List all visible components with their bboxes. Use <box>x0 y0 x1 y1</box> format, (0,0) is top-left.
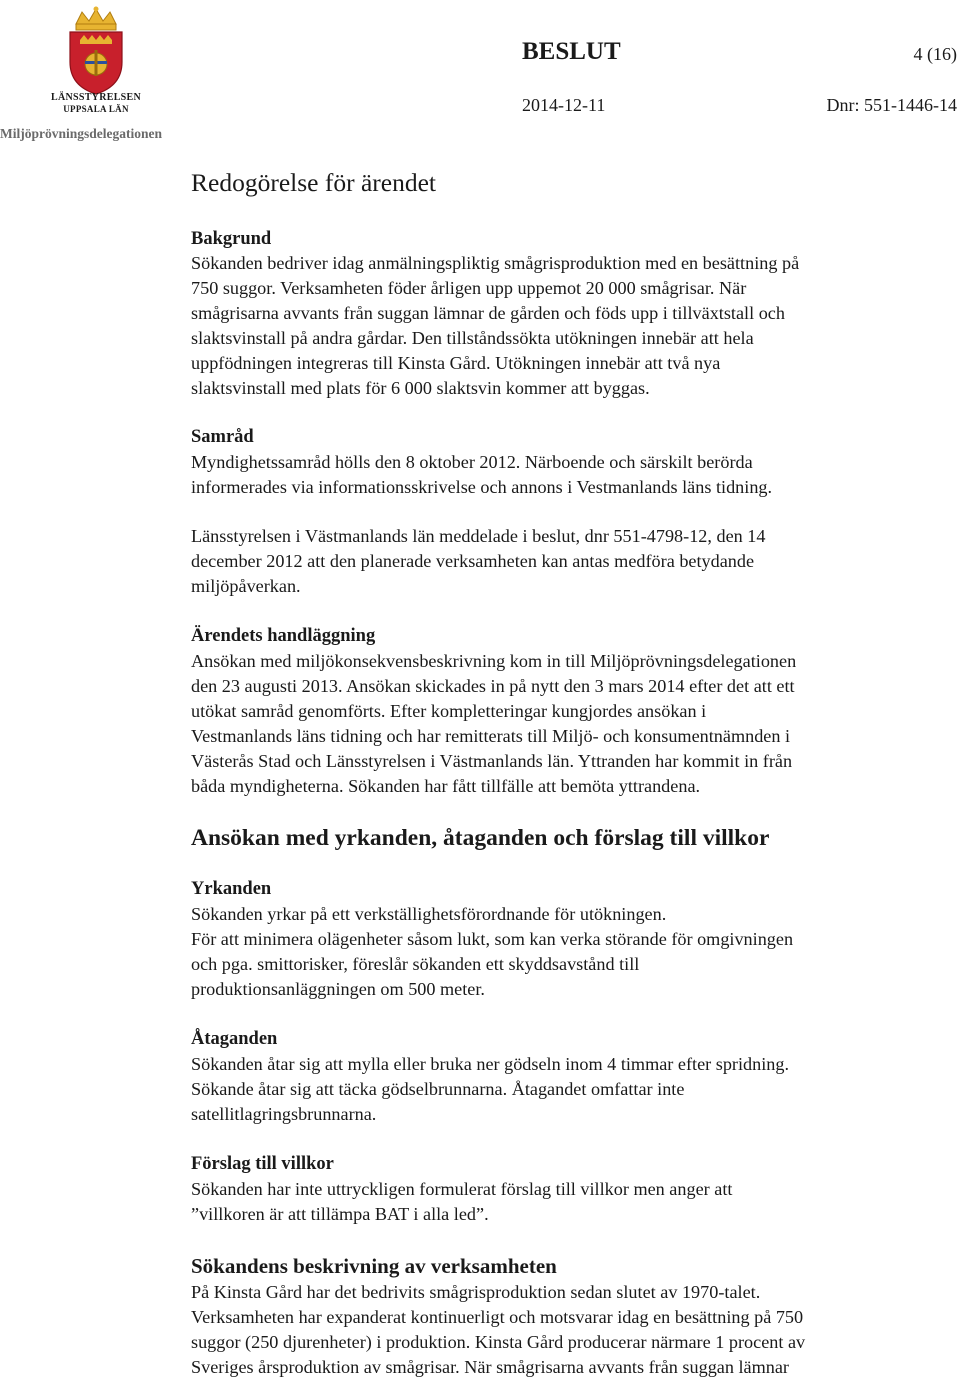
text-line: utökat samråd genomförts. Efter kompletteringar kungjordes ansökan i <box>191 700 707 721</box>
crown-shield-icon <box>52 6 140 96</box>
heading-samrad: Samråd <box>191 427 254 447</box>
document-date: 2014-12-11 <box>522 95 606 115</box>
organization-county: UPPSALA LÄN <box>63 104 129 114</box>
text-line: Myndighetssamråd hölls den 8 oktober 2012. Närboende och särskilt berörda <box>191 452 753 472</box>
text-line: miljöpåverkan. <box>191 575 301 596</box>
paragraph-handlaggning <box>191 649 921 798</box>
text-line: satellitlagringsbrunnarna. <box>191 1103 377 1124</box>
paragraph-samrad-beslut <box>191 524 921 599</box>
text-line: Ansökan med miljökonsekvensbeskrivning kom in till Miljöprövningsdelegationen <box>191 651 797 671</box>
paragraph-ataganden <box>191 1052 921 1127</box>
text-line: uppfödningen integreras till Kinsta Gård. Utökningen innebär att två nya <box>191 352 721 373</box>
page-number: 4 (16) <box>913 44 957 64</box>
text-line: smågrisarna avvants från suggan lämnar de gården och föds upp i tillväxtstall och <box>191 302 785 323</box>
text-line: Sökanden åtar sig att mylla eller bruka ner gödseln inom 4 timmar efter spridning. <box>191 1054 790 1074</box>
heading-ataganden: Åtaganden <box>191 1029 278 1049</box>
heading-bakgrund: Bakgrund <box>191 229 272 249</box>
heading-handlaggning: Ärendets handläggning <box>191 626 376 646</box>
organization-name: LÄNSSTYRELSEN <box>50 92 142 103</box>
section-title-ansokan: Ansökan med yrkanden, åtaganden och förslag till villkor <box>191 825 770 851</box>
text-line: Sökande åtar sig att täcka gödselbrunnarna. Åtagandet omfattar inte <box>191 1078 685 1099</box>
text-line: Vestmanlands läns tidning och har remitterats till Miljö- och konsumentnämnden i <box>191 725 791 746</box>
text-line: Sveriges årsproduktion av smågrisar. När smågrisarna avvants från suggan lämnar <box>191 1356 789 1377</box>
section-title-redogorelse: Redogörelse för ärendet <box>191 168 436 197</box>
text-line: Västerås Stad och Länsstyrelsen i Västmanlands län. Yttranden har kommit in från <box>191 750 793 771</box>
text-line: Sökanden bedriver idag anmälningspliktig smågrisproduktion med en besättning på <box>191 253 800 273</box>
paragraph-beskrivning <box>191 1280 921 1380</box>
document-type: BESLUT <box>522 38 621 65</box>
text-line: ”villkoren är att tillämpa BAT i alla led”. <box>191 1203 489 1224</box>
paragraph-samrad <box>191 450 921 500</box>
reference-number: Dnr: 551-1446-14 <box>826 95 957 115</box>
text-line: och pga. smittorisker, föreslår sökanden ett skyddsavstånd till <box>191 953 640 974</box>
paragraph-forslag <box>191 1177 921 1227</box>
text-line: Verksamheten har expanderat kontinuerligt och motsvarar idag en besättning på 750 <box>191 1306 804 1327</box>
text-line: produktionsanläggningen om 500 meter. <box>191 978 485 999</box>
heading-beskrivning: Sökandens beskrivning av verksamheten <box>191 1254 557 1278</box>
text-line: 750 suggor. Verksamheten föder årligen upp uppemot 20 000 smågrisar. När <box>191 277 747 298</box>
text-line: båda myndigheterna. Sökanden har fått tillfälle att bemöta yttrandena. <box>191 775 701 796</box>
text-line: För att minimera olägenheter såsom lukt, som kan verka störande för omgivningen <box>191 928 794 949</box>
text-line: informerades via informationsskrivelse och annons i Vestmanlands läns tidning. <box>191 476 773 497</box>
text-line: Sökanden yrkar på ett verkställighetsförordnande för utökningen. <box>191 904 667 924</box>
text-line: På Kinsta Gård har det bedrivits smågrisproduktion sedan slutet av 1970-talet. <box>191 1282 761 1302</box>
delegation-name: Miljöprövningsdelegationen <box>0 126 163 141</box>
text-line: suggor (250 djurenheter) i produktion. Kinsta Gård producerar närmare 1 procent av <box>191 1331 806 1352</box>
coat-of-arms-logo <box>52 6 140 96</box>
text-line: slaktsvinstall på andra gårdar. Den tillståndssökta utökningen innebär att hela <box>191 327 754 348</box>
paragraph-bakgrund <box>191 251 921 400</box>
text-line: december 2012 att den planerade verksamheten kan antas medföra betydande <box>191 550 755 571</box>
heading-forslag: Förslag till villkor <box>191 1154 334 1174</box>
text-line: den 23 augusti 2013. Ansökan skickades in på nytt den 3 mars 2014 efter det att ett <box>191 675 795 696</box>
text-line: Länsstyrelsen i Västmanlands län meddelade i beslut, dnr 551-4798-12, den 14 <box>191 526 766 546</box>
heading-yrkanden: Yrkanden <box>191 879 272 899</box>
text-line: Sökanden har inte uttryckligen formulerat förslag till villkor men anger att <box>191 1179 733 1199</box>
paragraph-yrkanden <box>191 902 921 1002</box>
text-line: slaktsvinstall med plats för 6 000 slaktsvin kommer att byggas. <box>191 377 650 398</box>
